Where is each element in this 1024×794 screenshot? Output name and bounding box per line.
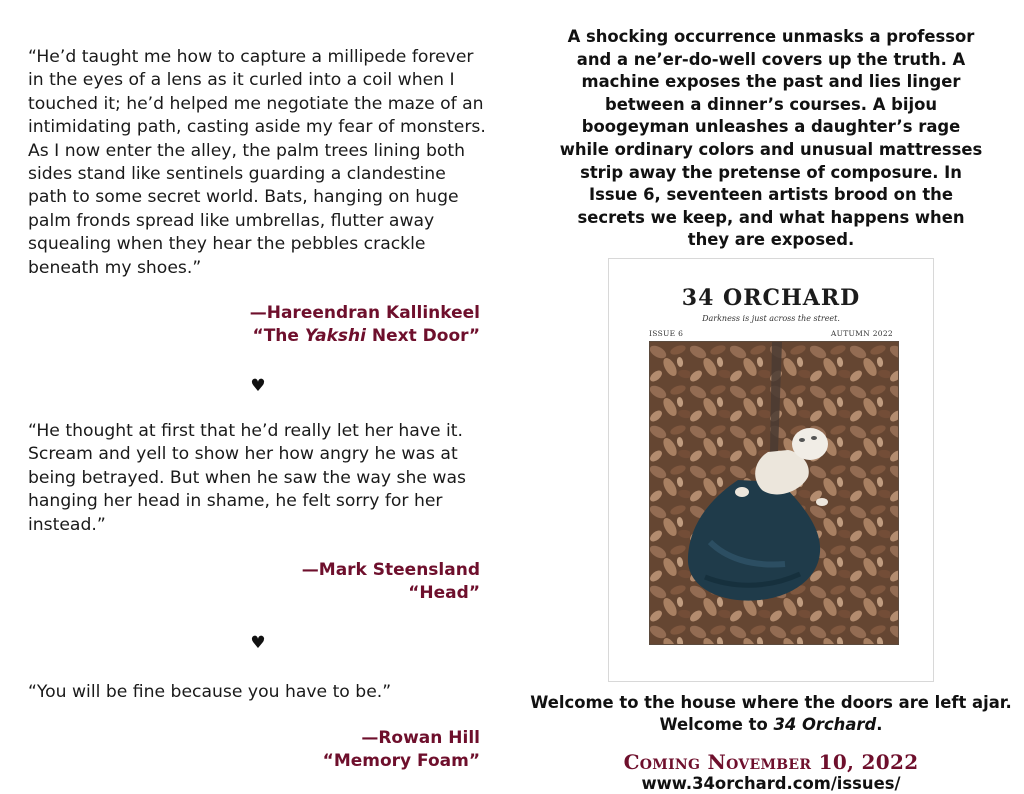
promo-column xyxy=(526,26,1016,794)
quote-1-author: —Hareendran Kallinkeel xyxy=(249,303,480,324)
quote-1-text: “He’d taught me how to capture a millipede forever in the eyes of a lens as it curled into a coil when I touched it; he’d helped me negotiate the maze of an intimidating path, casting aside my fear of monsters. As I now enter the alley, the palm trees lining both sides stand like sentinels guarding a clandestine path to some secret world. Bats, hanging on huge palm fronds spread like umbrellas, flutter away squealing when they hear the pebbles crackle beneath my shoes.” xyxy=(28,47,486,278)
quote-1-title: “The Yakshi Next Door” xyxy=(252,326,480,347)
heart-separator-1: ♥ xyxy=(250,376,266,397)
welcome-text xyxy=(526,692,1016,736)
cover-issue: ISSUE 6 xyxy=(649,328,684,338)
quotes-column xyxy=(28,46,488,773)
magazine-cover xyxy=(608,258,934,682)
issue-blurb: A shocking occurrence unmasks a professor and a ne’er-do-well covers up the truth. A machine exposes the past and lies linger between a dinner’s courses. A bijou boogeyman unleashes a daughter’s rage while ordinary colors and unusual mattresses strip away the pretense of composure. In Issue 6, seventeen artists brood on the secrets we keep, and what happens when they are exposed. xyxy=(559,27,983,250)
quote-3-attribution xyxy=(28,727,480,773)
heart-separator-2: ♥ xyxy=(250,633,266,654)
quote-2-author: —Mark Steensland xyxy=(301,560,480,581)
cover-photo-illustration xyxy=(650,342,899,645)
quote-3-author: —Rowan Hill xyxy=(361,727,480,748)
welcome-line-1: Welcome to the house where the doors are left ajar. xyxy=(530,692,1012,712)
welcome-line-2: Welcome to 34 Orchard. xyxy=(659,714,883,734)
release-date: Coming November 10, 2022 xyxy=(623,749,919,774)
quote-2-title: “Head” xyxy=(408,583,480,604)
quote-2-text: “He thought at first that he’d really let her have it. Scream and yell to show her how angry he was at being betrayed. But when he saw the way she was hanging her head in shame, he felt sorry for her instead.” xyxy=(28,421,466,535)
quote-3-title: “Memory Foam” xyxy=(322,750,480,771)
cover-photo-doll-in-leaves xyxy=(649,341,899,645)
cover-tagline: Darkness is just across the street. xyxy=(702,313,840,323)
quote-2-attribution xyxy=(28,559,480,605)
quote-3-text: “You will be fine because you have to be.” xyxy=(28,682,392,703)
cover-title: 34 ORCHARD xyxy=(681,284,861,311)
quote-1-attribution xyxy=(28,302,480,348)
cover-season: AUTUMN 2022 xyxy=(830,328,893,338)
issues-link[interactable]: www.34orchard.com/issues/ xyxy=(641,773,901,793)
